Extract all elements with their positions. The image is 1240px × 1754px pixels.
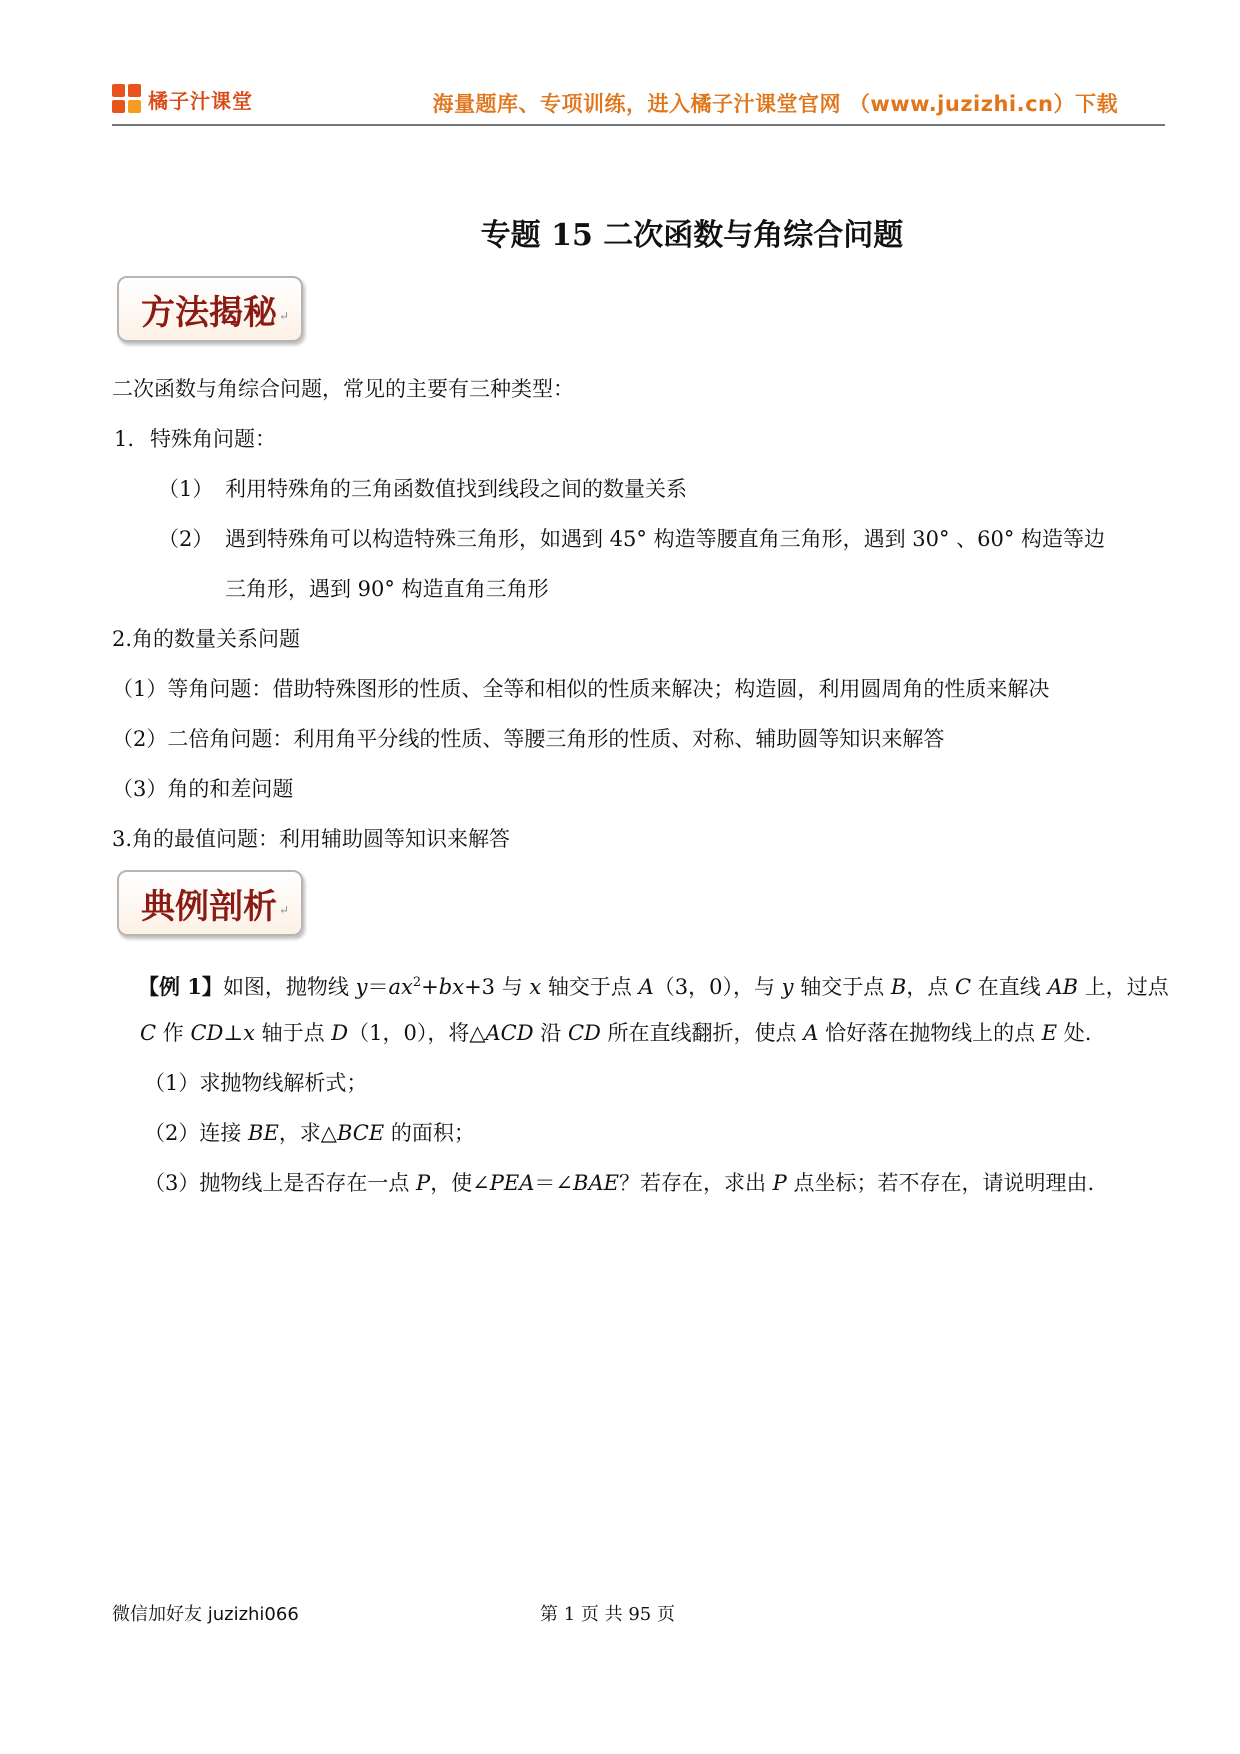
list-item: （2）二倍角问题：利用角平分线的性质、等腰三角形的性质、对称、辅助圆等知识来解答 bbox=[112, 727, 945, 751]
question-1: （1）求抛物线解析式； bbox=[144, 1071, 368, 1095]
list-item: （1）等角问题：借助特殊图形的性质、全等和相似的性质来解决；构造圆，利用圆周角的性质来解决 bbox=[112, 677, 1050, 701]
example-label: 【例 1】 bbox=[138, 974, 223, 999]
section-intro: 二次函数与角综合问题，常见的主要有三种类型： bbox=[112, 377, 574, 401]
example-line-2: C 作 CD⊥x 轴于点 D（1，0），将△ACD 沿 CD 所在直线翻折，使点 A 恰好落在抛物线上的点 E 处. bbox=[140, 1021, 1092, 1045]
badge-label: 典例剖析 bbox=[141, 886, 277, 927]
sub-item-number: （2） bbox=[158, 527, 214, 551]
sub-item-text: 利用特殊角的三角函数值找到线段之间的数量关系 bbox=[225, 477, 687, 501]
header-divider bbox=[112, 124, 1165, 126]
brand-name: 橘子汁课堂 bbox=[148, 88, 253, 113]
list-item: 3.角的最值问题：利用辅助圆等知识来解答 bbox=[112, 827, 511, 851]
list-item-number: 1. bbox=[114, 427, 135, 451]
sub-item-continuation: 三角形，遇到 90° 构造直角三角形 bbox=[225, 577, 549, 601]
question-3: （3）抛物线上是否存在一点 P，使∠PEA＝∠BAE？若存在，求出 P 点坐标；若不存在，请说明理由. bbox=[144, 1171, 1095, 1195]
list-item-label: 特殊角问题： bbox=[150, 427, 276, 451]
return-mark-icon: ↵ bbox=[279, 903, 290, 917]
list-item: （3）角的和差问题 bbox=[112, 777, 294, 801]
footer-page-number: 第 1 页 共 95 页 bbox=[540, 1604, 675, 1625]
brand-logo bbox=[112, 84, 253, 114]
document-title: 专题 15 二次函数与角综合问题 bbox=[480, 218, 904, 253]
list-item: 2.角的数量关系问题 bbox=[112, 627, 301, 651]
footer-wechat: 微信加好友 juzizhi066 bbox=[112, 1604, 299, 1625]
sub-item-number: （1） bbox=[158, 477, 214, 501]
example-line-1: 【例 1】如图，抛物线 $y=ax^2+bx+3$ 与 x 轴交于点 A（3，0），与 y 轴交于点 B，点 C 在直线 AB 上，过点 bbox=[138, 974, 1169, 999]
section-badge-examples bbox=[117, 870, 303, 936]
badge-label: 方法揭秘 bbox=[141, 292, 277, 333]
question-2: （2）连接 BE，求△BCE 的面积； bbox=[144, 1121, 475, 1145]
section-badge-method bbox=[117, 276, 303, 342]
sub-item-text: 遇到特殊角可以构造特殊三角形，如遇到 45° 构造等腰直角三角形，遇到 30° 、60° 构造等边 bbox=[225, 527, 1106, 551]
header-slogan: 海量题库、专项训练，进入橘子汁课堂官网 （www.juzizhi.cn）下载 bbox=[432, 92, 1118, 116]
logo-icon bbox=[112, 84, 142, 114]
return-mark-icon: ↵ bbox=[279, 309, 290, 323]
